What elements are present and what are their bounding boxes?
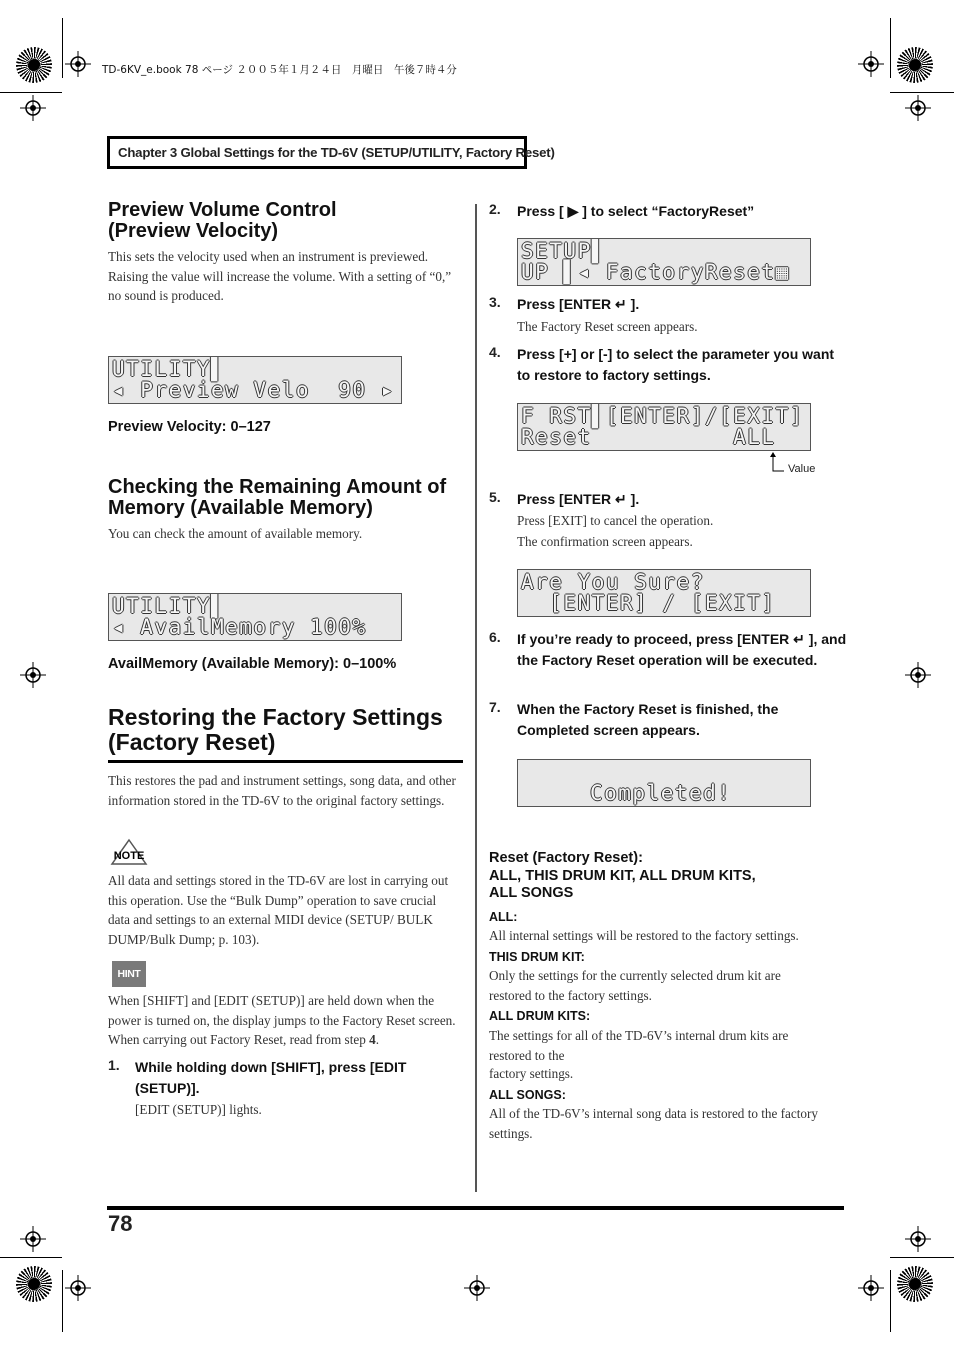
lcd-line: UTILITY▌ bbox=[112, 357, 226, 381]
step-number: 7. bbox=[489, 699, 501, 715]
preview-section bbox=[108, 200, 462, 306]
lcd-line: [ENTER] / [EXIT] bbox=[521, 591, 776, 615]
option-label: ALL: bbox=[489, 910, 518, 924]
param-heading-line: ALL, THIS DRUM KIT, ALL DRUM KITS, bbox=[489, 867, 756, 884]
step-instruction: If you’re ready to proceed, press [ENTER ↵ ], and the Factory Reset operation will be executed. bbox=[517, 631, 847, 668]
heading-line: Checking the Remaining Amount of bbox=[108, 476, 447, 498]
note-icon bbox=[110, 838, 148, 866]
heading-line: Memory (Available Memory) bbox=[108, 497, 373, 519]
lcd-display bbox=[517, 569, 811, 617]
option-label: ALL DRUM KITS: bbox=[489, 1009, 591, 1023]
param-heading-line: Reset (Factory Reset): bbox=[489, 850, 643, 866]
heading-line: (Preview Velocity) bbox=[108, 220, 279, 242]
step-instruction: Press [+] or [-] to select the parameter you want to restore to factory settings. bbox=[517, 346, 835, 383]
heading-rule bbox=[108, 760, 463, 763]
chapter-title: Chapter 3 Global Settings for the TD-6V (SETUP/UTILITY, Factory Reset) bbox=[107, 136, 527, 169]
option-description: factory settings. bbox=[489, 1066, 574, 1081]
step-instruction: Press [ENTER ↵ ]. bbox=[517, 296, 640, 312]
hint-icon: HINT bbox=[112, 961, 146, 987]
registration-mark-icon bbox=[20, 1226, 46, 1252]
step-instruction: Press [ ▶ ] to select “FactoryReset” bbox=[517, 203, 755, 219]
registration-mark-icon bbox=[905, 662, 931, 688]
reset-param-heading bbox=[489, 850, 756, 903]
page-number: 78 bbox=[108, 1211, 133, 1236]
lcd-display bbox=[108, 593, 402, 641]
step-number: 5. bbox=[489, 489, 501, 505]
option-label: THIS DRUM KIT: bbox=[489, 950, 585, 964]
value-label: Value bbox=[788, 463, 816, 475]
color-target-icon bbox=[16, 1266, 52, 1302]
crop-line bbox=[0, 92, 62, 93]
lcd-line: ◂ Preview Velo 90 ▸ bbox=[112, 378, 395, 402]
step-instruction: While holding down [SHIFT], press [EDIT (SETUP)]. bbox=[135, 1059, 407, 1096]
step-number: 3. bbox=[489, 294, 501, 310]
hint-text bbox=[108, 991, 460, 1050]
option-description: All of the TD-6V’s internal song data is restored to the factory settings. bbox=[489, 1106, 818, 1141]
crop-line bbox=[62, 18, 63, 78]
step-instruction: Press [ENTER ↵ ]. bbox=[517, 491, 640, 507]
param-heading-line: ALL SONGS bbox=[489, 885, 574, 901]
registration-mark-icon bbox=[65, 1275, 91, 1301]
step-note: The confirmation screen appears. bbox=[517, 534, 693, 549]
section-body: This sets the velocity used when an instrument is previewed. Raising the value will increase the volume. With a setting of “0,” no sound is produced. bbox=[108, 249, 452, 303]
color-target-icon bbox=[16, 47, 52, 83]
option-description: Only the settings for the currently selected drum kit are restored to the factory settings. bbox=[489, 968, 781, 1003]
lcd-line: UTILITY▌ bbox=[112, 594, 226, 618]
step-number: 4. bbox=[489, 344, 501, 360]
factory-reset-section bbox=[108, 705, 463, 810]
hint-text-end: . bbox=[375, 1032, 379, 1047]
step-instruction: When the Factory Reset is finished, the Completed screen appears. bbox=[517, 701, 779, 738]
heading-line: Restoring the Factory Settings bbox=[108, 704, 443, 730]
color-target-icon bbox=[897, 47, 933, 83]
crop-line bbox=[890, 1270, 891, 1332]
lcd-display bbox=[517, 759, 811, 807]
column-divider bbox=[475, 204, 477, 1192]
lcd-line: UP ▌◂ FactoryReset▦ bbox=[521, 260, 790, 284]
lcd-display bbox=[108, 356, 402, 404]
lcd-display bbox=[517, 403, 811, 451]
step-number: 6. bbox=[489, 629, 501, 645]
registration-mark-icon bbox=[905, 1226, 931, 1252]
section-heading bbox=[108, 705, 463, 755]
value-pointer-icon bbox=[768, 452, 788, 474]
note-text: All data and settings stored in the TD-6V are lost in carrying out this operation. Use the “Bulk Dump” operation to save crucial data and settings to an external MIDI device (SETUP/ BULK DUMP/Bulk Dump; p. 103). bbox=[108, 873, 449, 947]
crop-line bbox=[890, 1257, 954, 1258]
option-description: The settings for all of the TD-6V’s internal drum kits are restored to the bbox=[489, 1028, 789, 1063]
option-label: ALL SONGS: bbox=[489, 1088, 566, 1102]
option-description: All internal settings will be restored to the factory settings. bbox=[489, 928, 799, 943]
parameter-range: Preview Velocity: 0–127 bbox=[108, 419, 271, 435]
registration-mark-icon bbox=[905, 95, 931, 121]
heading-line: Preview Volume Control bbox=[108, 199, 337, 221]
step-note: [EDIT (SETUP)] lights. bbox=[135, 1102, 262, 1117]
lcd-display bbox=[517, 238, 811, 286]
parameter-range: AvailMemory (Available Memory): 0–100% bbox=[108, 656, 397, 672]
lcd-line: SETUP▌ bbox=[521, 239, 606, 263]
crop-line bbox=[62, 1270, 63, 1332]
step-number: 1. bbox=[108, 1057, 120, 1073]
registration-mark-icon bbox=[858, 1275, 884, 1301]
crop-line bbox=[890, 92, 954, 93]
lcd-line: Are You Sure? bbox=[521, 570, 705, 594]
heading-line: (Factory Reset) bbox=[108, 729, 276, 755]
registration-mark-icon bbox=[858, 51, 884, 77]
memory-section bbox=[108, 477, 468, 544]
registration-mark-icon bbox=[65, 51, 91, 77]
section-body: You can check the amount of available memory. bbox=[108, 526, 363, 541]
footer-rule bbox=[107, 1206, 844, 1210]
svg-text:NOTE: NOTE bbox=[113, 850, 145, 862]
step-note: Press [EXIT] to cancel the operation. bbox=[517, 513, 714, 528]
registration-mark-icon bbox=[20, 95, 46, 121]
print-header-note: TD-6KV_e.book 78 ページ ２００５年１月２４日 月曜日 午後７時４分 bbox=[102, 64, 457, 76]
color-target-icon bbox=[897, 1266, 933, 1302]
crop-line bbox=[0, 1257, 62, 1258]
lcd-line: Completed! bbox=[590, 781, 732, 805]
section-body: This restores the pad and instrument settings, song data, and other information stored in the TD-6V to the original factory settings. bbox=[108, 773, 456, 808]
registration-mark-icon bbox=[20, 662, 46, 688]
lcd-line: ◂ AvailMemory 100% bbox=[112, 615, 367, 639]
lcd-line: F RST▌[ENTER]/[EXIT] bbox=[521, 404, 804, 428]
hint-step-ref: 4 bbox=[369, 1032, 376, 1047]
hint-text-main: When [SHIFT] and [EDIT (SETUP)] are held down when the power is turned on, the display jumps to the Factory Reset screen. When carrying out Factory Reset, read from step bbox=[108, 993, 456, 1047]
lcd-line: Reset ALL bbox=[521, 425, 776, 449]
section-heading bbox=[108, 477, 468, 519]
registration-mark-icon bbox=[464, 1275, 490, 1301]
crop-line bbox=[890, 18, 891, 78]
section-heading bbox=[108, 200, 462, 242]
step-note: The Factory Reset screen appears. bbox=[517, 319, 698, 334]
step-number: 2. bbox=[489, 201, 501, 217]
